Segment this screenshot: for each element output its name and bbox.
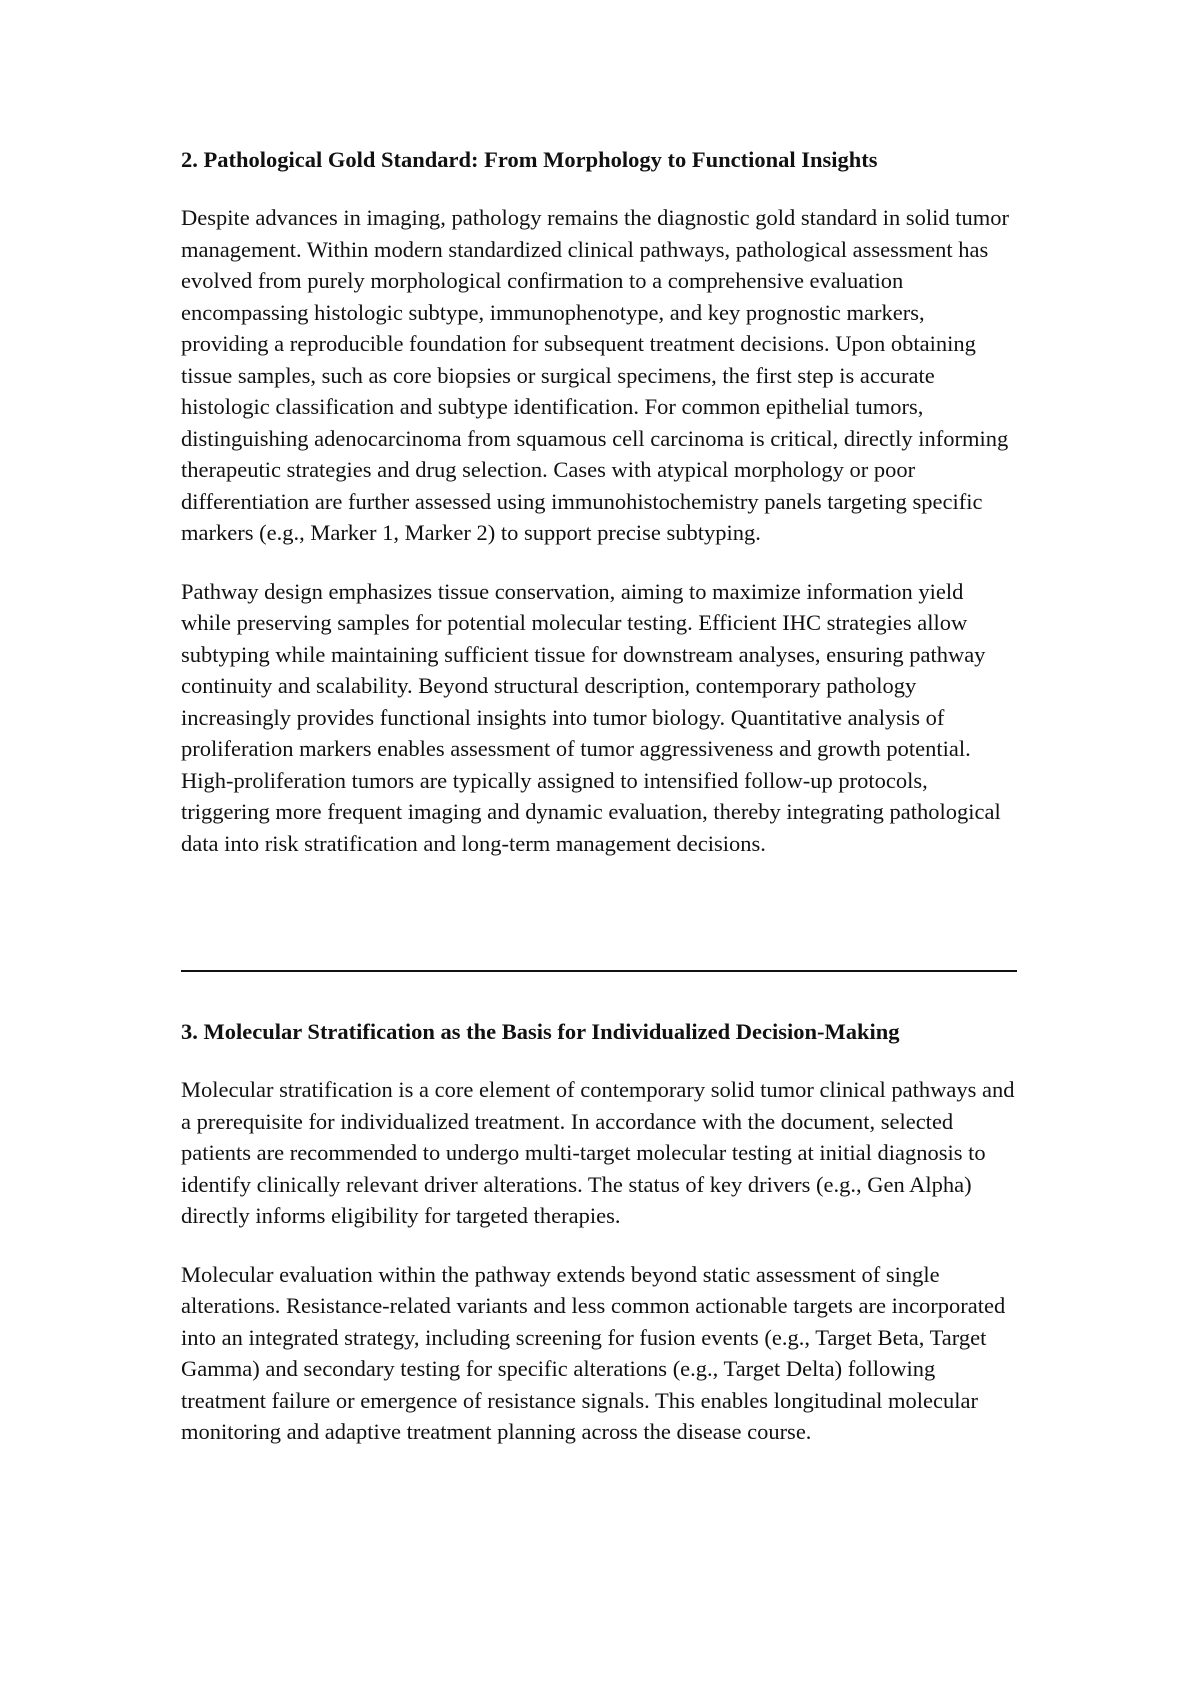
horizontal-divider <box>181 970 1017 972</box>
section-molecular-stratification <box>181 1016 1017 1448</box>
paragraph: Despite advances in imaging, pathology remains the diagnostic gold standard in solid tumor management. Within modern standardized clinical pathways, pathological assessment has evolved from purely morphological confirmation to a comprehensive evaluation encompassing histologic subtype, immunophenotype, and key prognostic markers, providing a reproducible foundation for subsequent treatment decisions. Upon obtaining tissue samples, such as core biopsies or surgical specimens, the first step is accurate histologic classification and subtype identification. For common epithelial tumors, distinguishing adenocarcinoma from squamous cell carcinoma is critical, directly informing therapeutic strategies and drug selection. Cases with atypical morphology or poor differentiation are further assessed using immunohistochemistry panels targeting specific markers (e.g., Marker 1, Marker 2) to support precise subtyping. <box>181 205 1009 545</box>
paragraph: Molecular stratification is a core element of contemporary solid tumor clinical pathways and a prerequisite for individualized treatment. In accordance with the document, selected patients are recommended to undergo multi-target molecular testing at initial diagnosis to identify clinically relevant driver alterations. The status of key drivers (e.g., Gen Alpha) directly informs eligibility for targeted therapies. <box>181 1077 1015 1228</box>
section-pathological-gold-standard <box>181 144 1017 859</box>
paragraph: Pathway design emphasizes tissue conservation, aiming to maximize information yield while preserving samples for potential molecular testing. Efficient IHC strategies allow subtyping while maintaining sufficient tissue for downstream analyses, ensuring pathway continuity and scalability. Beyond structural description, contemporary pathology increasingly provides functional insights into tumor biology. Quantitative analysis of proliferation markers enables assessment of tumor aggressiveness and growth potential. High-proliferation tumors are typically assigned to intensified follow-up protocols, triggering more frequent imaging and dynamic evaluation, thereby integrating pathological data into risk stratification and long-term management decisions. <box>181 578 1001 856</box>
section-heading: 3. Molecular Stratification as the Basis for Individualized Decision-Making <box>181 1019 900 1044</box>
paragraph: Molecular evaluation within the pathway extends beyond static assessment of single alterations. Resistance-related variants and less common actionable targets are incorporated into an integrated strategy, including screening for fusion events (e.g., Target Beta, Target Gamma) and secondary testing for specific alterations (e.g., Target Delta) following treatment failure or emergence of resistance signals. This enables longitudinal molecular monitoring and adaptive treatment planning across the disease course. <box>181 1261 1006 1444</box>
section-heading: 2. Pathological Gold Standard: From Morphology to Functional Insights <box>181 147 878 172</box>
